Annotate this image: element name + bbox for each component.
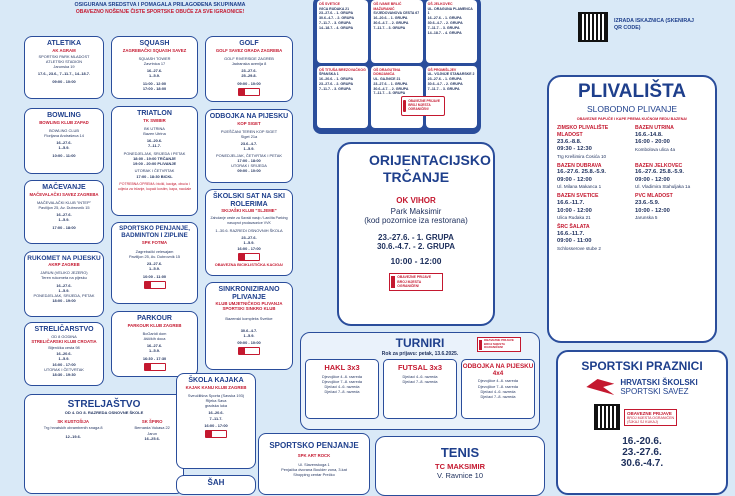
time-1: 17:00 - 18:00 — [237, 157, 261, 163]
card-title: PARKOUR — [137, 315, 172, 322]
card-title: SINKRONIZIRANO PLIVANJE — [218, 286, 280, 301]
card-title: MAČEVANJE — [42, 184, 86, 191]
card-triatlon — [111, 106, 198, 216]
dates-1: 30.6.-4.7. — [240, 327, 258, 333]
school-address: IVICA RUDAKA 21 — [319, 6, 350, 11]
tournament-categories — [306, 375, 378, 396]
registration-text: OBAVEZNE PRIJAVE BROJ MJESTA OGRANIČEN! — [408, 99, 440, 111]
dates-1: 16.-27.6. — [56, 140, 72, 146]
school-name: OŠ JELKOVEC — [427, 2, 453, 6]
dates-2: 1.-5.9. — [58, 145, 70, 151]
pool-address: Kombolova ulica 4a — [635, 146, 676, 152]
days-2: UTORAK I SRIJEDA — [231, 163, 267, 169]
card-title: TRIATLON — [137, 110, 172, 117]
school-name: OŠ PROMIŠLJEV — [427, 67, 457, 72]
school-box-4 — [317, 66, 368, 129]
pool-item — [635, 193, 707, 221]
pool-address: Ul. Vladimira Stahuljaka 1a — [635, 184, 691, 190]
pool-dates: 16.-27.6. 25.8.-5.9. — [557, 169, 606, 176]
time: 16:00 - 17:00 — [204, 422, 228, 428]
dates-2: 23.-27.6. — [622, 447, 662, 458]
card-subtitle: OK VIHOR — [396, 195, 436, 205]
card-title: ODBOJKA NA PIJESKU — [209, 113, 289, 120]
tournament-odbojka — [461, 359, 535, 419]
days: PONEDJELJAK, ČETVRTAK I PETAK — [216, 152, 282, 158]
dates-2: 7.-11.7. — [209, 415, 223, 421]
eligibility: 1.-30.6. RAZREDI OSNOVNIH ŠKOLA — [215, 227, 283, 233]
id-card-qr-icon[interactable] — [578, 12, 608, 42]
pool-time: 09:00 - 12:00 — [635, 176, 670, 183]
dates-1: 16.-20.6. — [146, 138, 163, 144]
club-2-place: Jarun — [147, 430, 158, 436]
id-card-label: IZRADA ISKAZNICA (SKENIRAJ QR CODE) — [614, 18, 694, 31]
card-title: ŠKOLA KAJAKA — [188, 377, 244, 384]
card-sah — [176, 475, 256, 495]
card-subtitle: PARKOUR KLUB ZAGREB — [127, 322, 182, 328]
card-bowling — [24, 108, 104, 174]
dates-1: 16.-20.6. — [208, 410, 224, 416]
card-macevanje — [24, 180, 104, 244]
address: Zavrtnica 17 — [143, 60, 166, 66]
rules-note: OBAVEZNE PAPUČE I KAPE PREMA KUĆNOM REDU BAZENA! — [576, 117, 688, 121]
venue: Sveučilišna Sporta (Savska 193) — [187, 392, 245, 398]
venue: Zagrebački velesajam — [135, 248, 174, 254]
address: V. Ravnice 10 — [436, 471, 483, 480]
address: Teren rukometa na pijesku — [41, 275, 87, 281]
dates-1: 23.-27.6. — [146, 261, 163, 267]
card-golf — [205, 36, 293, 102]
address: Bazen Utrina — [143, 130, 166, 136]
time: 09:00 - 10:00 — [237, 340, 261, 346]
dates-1: 16.-20.6. — [622, 436, 662, 447]
category: Dječaci 4.-6. razreda — [480, 389, 516, 394]
tournament-categories — [384, 375, 456, 385]
card-title: SQUASH — [139, 40, 170, 47]
time: 18:00 - 19:00 — [52, 298, 76, 304]
warning-icon — [391, 276, 395, 288]
address: Penjačka dvorana Boulder zona, 3.kat — [281, 467, 347, 472]
category: Dječaci 4.-6. razreda — [324, 385, 360, 390]
club-logo-icon — [144, 281, 166, 289]
card-subtitle: KOP SIGET — [237, 120, 261, 126]
registration-line1: OBAVEZNE PRIJAVE — [627, 410, 672, 416]
venue: Zaholanje ceste za Savski nasip / Lančita Parking nasuprot prodavaonice VVK — [210, 216, 288, 226]
group-dates: 30.6.-4.7. - 2. GRUPA — [319, 16, 355, 21]
card-title: ORIJENTACIJSKO TRČANJE — [369, 152, 491, 185]
warning-icon — [479, 340, 482, 350]
address-2: Shopping centar Prečko — [293, 472, 335, 478]
group-dates: 30.6.-4.7. - 2. GRUPA — [427, 81, 463, 86]
category: Dječaci 7.-8. razreda — [324, 390, 360, 395]
group-dates: 30.6.-4.7. - 2. GRUPA — [427, 21, 463, 25]
card-subtitle: AK AGRAM — [52, 47, 76, 53]
orijent-registration-badge — [389, 273, 443, 291]
group-dates: 14.-18.7. - 4. GRUPA — [427, 30, 462, 35]
time: 09:00 - 10:00 — [52, 78, 76, 84]
club-logo-icon — [238, 253, 260, 261]
address: Florijana Andrašeca 14 — [44, 132, 84, 138]
group-dates: 23.-27.6. - 1. GRUPA — [427, 76, 462, 81]
group-dates: 16.-20.6. - 1. GRUPA — [319, 76, 354, 81]
group-2: 30.6.-4.7. - 2. GRUPA — [376, 241, 456, 251]
category: Djevojčice 4.-6. razreda — [478, 379, 518, 384]
group-dates: 16.-20.6. - 1. GRUPA — [373, 16, 408, 21]
venue-detail: ATLETSKI STADION — [45, 58, 83, 64]
club-2-dates: 16.-25.6. — [144, 435, 160, 441]
card-sportsko-penjanje — [258, 433, 370, 495]
registration-qr-icon[interactable] — [594, 404, 620, 430]
club-logo-icon — [144, 363, 166, 371]
days: PONEDJELJAK, SRIJEDA I PETAK — [123, 150, 186, 156]
address: Pavilijon 25, Av. Dubrovnik 15 — [38, 204, 90, 210]
registration-text: OBAVEZNE PRIJAVE BROJ MJESTA OGRANIČEN! — [397, 275, 432, 288]
dates-2: 1.-5.9. — [148, 348, 161, 354]
pool-name: BAZEN SVETICE — [557, 193, 599, 200]
group-dates: 7.-11.7. - 3. GRUPA — [319, 86, 351, 91]
address: (kod pozornice iza restorana) — [364, 215, 468, 225]
time: 09:00 - 10:00 — [237, 80, 261, 86]
pool-name: ŠRC ŠALATA — [557, 224, 590, 231]
time-2: 18:30 - 19:30 — [52, 372, 76, 378]
card-subtitle: SLOBODNO PLIVANJE — [586, 104, 678, 114]
pool-time: 09:30 - 12:30 — [557, 146, 592, 153]
group-dates: 23.-27.6. - 1. GRUPA — [319, 11, 354, 16]
days: UTORAK I ČETVRTAK — [44, 366, 84, 372]
pool-time: 16:00 - 20:00 — [635, 139, 670, 146]
card-turniri — [300, 332, 540, 430]
pool-address: Jarunska 5 — [635, 215, 658, 221]
address: Siget 21a — [240, 133, 258, 139]
time-2: 17:00 - 18:00 — [142, 85, 167, 91]
dates-1: 16.-20.6. — [56, 351, 72, 357]
school-address: UL. DRAGUNA PLAMENCA 1 — [427, 6, 473, 16]
card-title: GOLF — [239, 40, 259, 47]
card-streljastvo — [24, 394, 184, 494]
pool-time: 10:00 - 12:00 — [635, 207, 670, 214]
card-orijentacijsko — [337, 142, 495, 326]
time-2: 19:00 - 20:00 PLIVANJE — [132, 161, 177, 167]
swim-schools-panel — [313, 0, 481, 134]
card-title: SPORTSKO PENJANJE — [269, 441, 359, 450]
school-name: OŠ IVANE BRLIĆ MAŽURANIĆ — [373, 2, 402, 11]
card-penjanje-badminton — [111, 222, 198, 304]
school-address: SVJEDOVANOVA CESTA 67 — [373, 11, 420, 16]
venue: GOLF RIVERSIDE ZAGREB — [224, 55, 274, 61]
school-box-3 — [426, 0, 477, 63]
venue: Ul. Slavenskoga 1 — [298, 461, 330, 467]
time: 16:00 - 17:00 — [52, 361, 76, 367]
card-subtitle: SPK ART ROCK — [297, 452, 331, 458]
card-note: OD 8 GODINA — [51, 333, 77, 339]
pool-name: BAZEN DUBRAVA — [557, 162, 602, 169]
card-subtitle: AKRP ZAGREB — [48, 262, 80, 268]
days: PONEDJELJAK, SRIJEDA, PETAK — [33, 293, 95, 299]
school-box-1 — [317, 0, 368, 63]
card-squash — [111, 36, 198, 99]
card-tenis — [375, 436, 545, 496]
category: Dječaci 7.-8. razreda — [402, 380, 438, 385]
card-subtitle: TC MAKSIMIR — [435, 462, 485, 471]
pool-dates: 16.-27.6. 25.8.-5.9. — [635, 169, 684, 176]
dates-1: 16.-27.6. — [146, 68, 163, 74]
pool-address: Ul. Milana Makanca 1 — [557, 184, 602, 190]
school-address: UL. GAJNICE 21 — [373, 76, 401, 81]
pool-dates: 16.6.-11.7. — [557, 230, 585, 237]
dates-2: 1.-5.9. — [243, 146, 255, 152]
pool-time: 09:00 - 12:00 — [557, 176, 592, 183]
group-dates: 23.-27.6. - 1. GRUPA — [373, 81, 408, 86]
card-skolski-sat — [205, 189, 293, 276]
pool-list — [549, 121, 715, 256]
venue: Bijenička cesta 98 — [48, 344, 80, 350]
warning-icon — [403, 100, 406, 112]
address: Ašičkih doca — [143, 335, 166, 341]
card-title: STRELJAŠTVO — [67, 399, 141, 410]
school-name: OŠ TITUŠA BREZOVAČKOG — [319, 67, 366, 72]
time: 10:00 - 11:00 — [142, 273, 167, 279]
venue: PIJEŠČANI TEREN KOP SIGET — [220, 128, 278, 134]
dates-1: 16.-27.6. — [146, 343, 163, 349]
card-title: RUKOMET NA PIJESKU — [27, 255, 101, 262]
card-subtitle: ZAGREBAČKI SQUASH SAVEZ — [122, 47, 187, 53]
time: 16:30 - 17:30 — [142, 355, 167, 361]
turniri-registration-badge — [477, 337, 521, 352]
time: 16:00 - 17:00 — [237, 245, 261, 251]
pool-address: Schlosserove stube 2 — [557, 245, 601, 251]
dates-3: 30.6.-4.7. — [620, 458, 664, 469]
group-dates: 14.-18.7. - 4. GRUPA — [319, 25, 354, 30]
club-1-dates: 12.-19.6. — [65, 433, 81, 439]
card-subtitle: OD 4. DO 8. RAZREDA OSNOVNE ŠKOLE — [64, 410, 144, 415]
dates-2: 1.-5.9. — [58, 217, 70, 223]
club-2: SK ŠPIRO — [141, 419, 163, 425]
card-title: ŠKOLSKI SAT NA SKI ROLERIMA — [213, 193, 285, 208]
group-1: 23.-27.6. - 1. GRUPA — [378, 232, 454, 242]
group-dates: 16.-27.6. - 1. GRUPA — [427, 16, 462, 21]
pool-address: Ulica Rudaka 21 — [557, 215, 591, 221]
time-1: 11:00 - 12:00 — [142, 80, 167, 86]
card-title: TENIS — [440, 445, 480, 460]
category: Djevojčice 7.-8. razreda — [478, 384, 518, 389]
tournament-title: ODBOJKA NA PIJESKU 4x4 — [462, 363, 534, 378]
address: Pavilijon 25, Av. Dubrovnik 15 — [128, 253, 181, 259]
registration-line3: (ŠJKAJ SJ KUKAJ) — [627, 419, 658, 424]
dates-1: 23.-27.6. — [241, 235, 257, 241]
pool-item — [557, 193, 629, 221]
days-2: UTORAK I ČETVRTAK — [134, 168, 175, 174]
club-logo-icon — [238, 347, 260, 355]
group-dates: 30.6.-4.7. - 2. GRUPA — [373, 21, 409, 25]
venue: BOWLING CLUB — [49, 127, 79, 133]
pool-item — [557, 125, 629, 160]
card-kajak — [176, 373, 256, 469]
registration-line2: BROJ MJESTA OGRANIČEN — [627, 415, 675, 420]
address-2: gradska luka — [204, 403, 228, 409]
category: Djevojčice 7.-8. razreda — [322, 380, 362, 385]
group-dates: 7.-11.7. - 3. GRUPA — [373, 25, 406, 30]
dates-1: 23.6.-4.7. — [240, 141, 258, 147]
swim-registration-badge — [401, 96, 445, 116]
venue: Park Maksimir — [390, 206, 442, 216]
pool-item — [635, 163, 707, 191]
venue: MAČEVALAČKI KLUB "INTEP" — [37, 199, 91, 205]
pool-item — [635, 125, 707, 160]
club-1-address: Trg hrvatskih obrambenih snaga 8 — [43, 425, 103, 431]
card-title: SPORTSKI PRAZNICI — [581, 359, 703, 373]
venue: BK UTRINA — [144, 125, 165, 131]
venue: Bazenski kompleks Svetice — [225, 316, 273, 322]
card-title: BOWLING — [47, 112, 81, 119]
dates-1: 23.-27.6. — [241, 68, 257, 74]
group-dates: 30.6.-4.7. - 2. GRUPA — [373, 86, 409, 91]
card-subtitle: STRELIČARSKI KLUB CROATIA — [31, 338, 97, 344]
header-line2: OBAVEZNO NOŠENJE ČISTE SPORTSKE OBUĆE ZA SVE IGRAONICE! — [75, 9, 245, 15]
address: Rijeka Sava — [205, 397, 227, 403]
pool-name: BAZEN UTRINA — [635, 125, 674, 131]
pool-name: ZIMSKO PLIVALIŠTE MLADOST — [557, 125, 609, 138]
pool-dates: 16.6.-11.7. — [557, 200, 585, 207]
card-subtitle: KLUB UMJETNIČKOG PLIVANJA SPORTSKI SINKRO KLUB — [215, 301, 283, 312]
organization-line2: SPORTSKI SAVEZ — [620, 387, 689, 396]
group-dates: 23.-27.6. - 2. GRUPA — [319, 81, 354, 86]
club-1: SK KUSTOŠIJA — [57, 419, 89, 425]
address: Jadranska avenija 8 — [231, 60, 267, 66]
venue: JARUN (VELIKO JEZERO) — [40, 270, 88, 276]
pool-time: 10:00 - 12:00 — [557, 207, 592, 214]
dates-2: 1.-5.9. — [58, 356, 70, 362]
dates-1: 16.-27.6. — [56, 282, 72, 288]
time: 10:00 - 11:00 — [52, 152, 76, 158]
card-title: ATLETIKA — [46, 40, 82, 47]
time-2: 09:00 - 10:00 — [237, 168, 261, 174]
group-dates: 7.-11.7. - 3. GRUPA — [319, 21, 351, 26]
dates-2: 1.-5.9. — [58, 287, 70, 293]
dates-2: 1.-5.9. — [148, 266, 161, 272]
dates: 17.6., 23.6., 7.-11.7., 14.-18.7. — [37, 71, 91, 77]
venue: SPORTSKI PARK MLADOST — [38, 53, 90, 59]
school-box-2 — [371, 0, 422, 63]
time: 10:00 - 12:00 — [390, 255, 442, 266]
card-subtitle: SKIJAŠKI KLUB "SLJEME" — [221, 208, 277, 214]
card-title: ŠAH — [207, 478, 225, 487]
tournament-futsal — [383, 359, 457, 419]
pool-name: BAZEN JELKOVEC — [635, 162, 683, 169]
club-2-address: Bernarda Vukasa 22 — [134, 425, 170, 431]
card-sportski-praznici — [556, 350, 728, 495]
group-dates: 7.-11.7. - 3. GRUPA — [427, 86, 460, 91]
pool-time: 09:00 - 11:00 — [557, 238, 592, 245]
school-address: ŠPANSKA 1 — [319, 72, 339, 77]
club-logo-icon — [205, 430, 227, 438]
dates-2: 1.-5.9. — [243, 332, 255, 338]
pool-dates: 16.6.-14.8. — [635, 131, 663, 138]
pool-item — [557, 224, 629, 252]
tournament-hakl — [305, 359, 379, 419]
dates-2: 1.-5.9. — [148, 73, 161, 79]
time-1: 18:00 - 19:00 TRČANJE — [133, 155, 176, 161]
card-title: STRELIČARSTVO — [34, 326, 94, 333]
school-name: OŠ DRAGUTINA DOMJANIĆA — [373, 67, 401, 77]
organization-line1: HRVATSKI ŠKOLSKI — [620, 378, 698, 387]
club-logo-icon — [238, 88, 260, 96]
dates-1: 16.-27.6. — [56, 212, 72, 218]
header-line1: OSIGURANA SREDSTVA I POMAGALA PRILAGOĐENA SKUPINAMA — [74, 2, 246, 8]
card-odbojka-pijesak — [205, 109, 293, 183]
header — [20, 2, 300, 15]
helmet-note: OBAVEZNA BICIKLISTIČKA KACIGA! — [214, 261, 284, 267]
address: Jarunska 19 — [53, 64, 75, 70]
card-title: SPORTSKO PENJANJE, BADMINTON I ZIPLINE — [119, 225, 190, 239]
group-dates: 7.-11.7. - 3. GRUPA — [427, 25, 460, 30]
tournament-categories — [462, 379, 534, 400]
equipment-note: POTREBNA OPREMA: bicikl, kaciga, obuća i odjeća za trčanje, kupaći kostim, kapa, naočale — [117, 182, 192, 191]
card-subtitle: TK SWIBIR — [143, 117, 166, 123]
card-atletika — [24, 36, 104, 99]
tournament-title: HAKL 3x3 — [324, 363, 360, 372]
venue: BoGaridi dom — [142, 330, 167, 336]
card-subtitle: GOLF SAVEZ GRADA ZAGREBA — [215, 47, 283, 53]
group-dates: 7.-11.7. - 3. GRUPA — [373, 91, 406, 96]
card-subtitle: BOWLING KLUB ZAPAD — [39, 119, 89, 125]
card-subtitle: KAJAK KANU KLUB ZAGREB — [185, 384, 247, 390]
tournament-title: FUTSAL 3x3 — [397, 363, 443, 372]
registration-text: OBAVEZNE PRIJAVE BROJ MJESTA OGRANIČEN! — [483, 338, 514, 350]
card-subtitle: SPK FOTMA — [141, 239, 168, 245]
category: Dječaci 4.-6. razreda — [402, 375, 438, 379]
pool-address: Trg Krešimira Ćosića 10 — [557, 153, 607, 159]
school-name: OŠ SVETICE — [319, 2, 341, 6]
pool-dates: 23.6.-8.8. — [557, 138, 582, 145]
category: Djevojčice 4.-6. razreda — [322, 375, 362, 379]
category: Dječaci 7.-8. razreda — [480, 394, 516, 399]
card-rukomet — [24, 251, 104, 317]
card-subtitle: MAČEVALAČKI SAVEZ ZAGREBA — [29, 191, 99, 197]
dates-2: 1.-5.9. — [243, 240, 255, 246]
time-3: 17:00 - 18:30 BICKL — [136, 173, 173, 179]
pool-item — [557, 163, 629, 191]
card-sinkro — [205, 282, 293, 370]
pool-dates: 23.6.-5.9. — [635, 200, 660, 207]
deadline: Rok za prijavu: petak, 13.6.2025. — [381, 351, 459, 357]
card-parkour — [111, 311, 198, 377]
card-title: TURNIRI — [395, 336, 445, 350]
hss-logo-icon — [586, 379, 614, 395]
school-address: UL. VOJNIJE STANARSKE 2 — [427, 72, 475, 77]
venue: SQUASH TOWER — [138, 55, 171, 61]
pool-name: PVC MLADOST — [635, 193, 673, 200]
dates-2: 7.-11.7. — [148, 143, 161, 149]
card-title: PLIVALIŠTA — [577, 81, 687, 102]
time: 17:00 - 18:00 — [52, 224, 76, 230]
card-strelicarstvo — [24, 322, 104, 386]
card-plivalista — [547, 75, 717, 343]
dates-2: 25.-29.8. — [241, 73, 257, 79]
